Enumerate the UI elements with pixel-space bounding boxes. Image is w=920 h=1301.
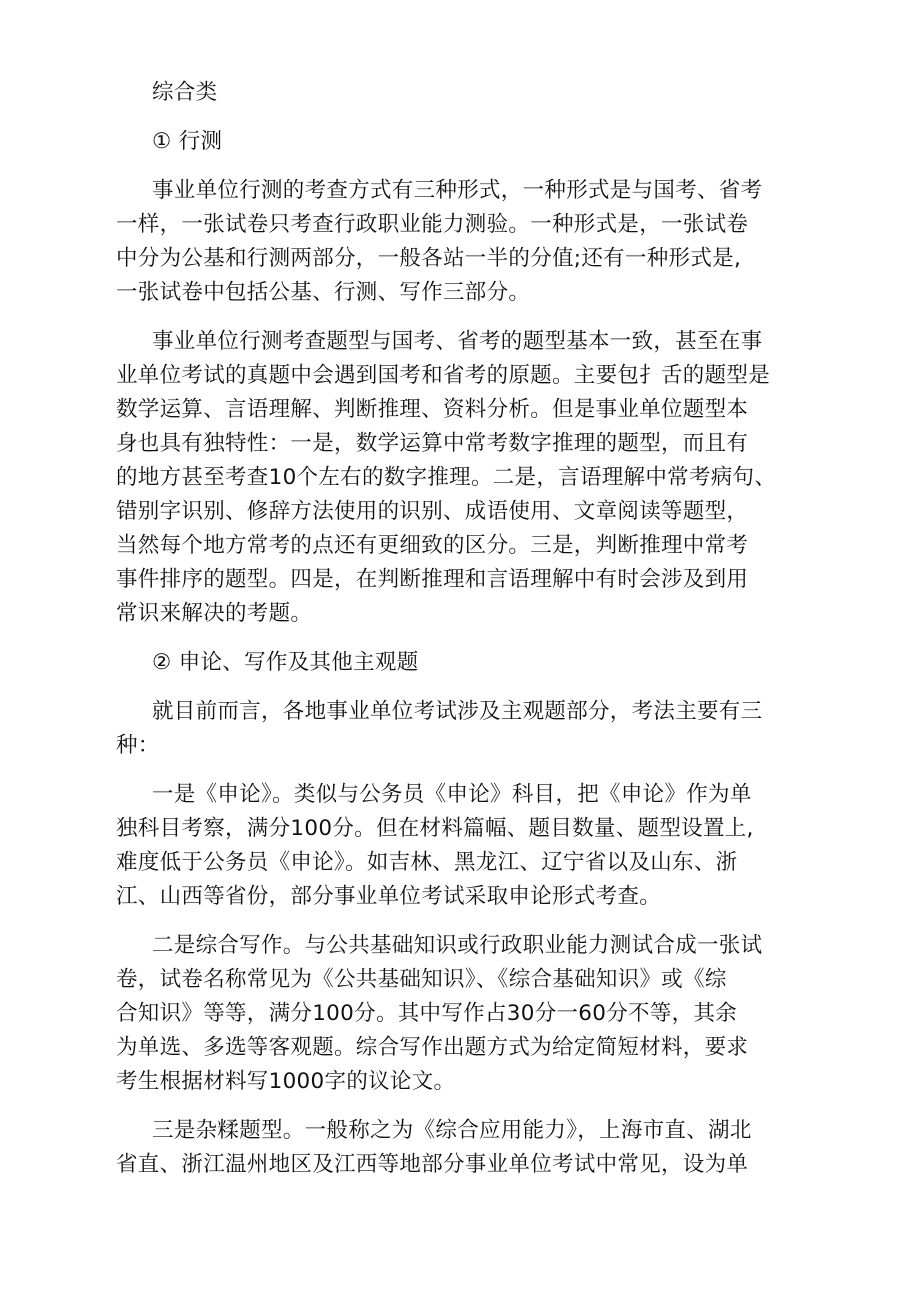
text-line: 合知识》等等，满分100分。其中写作占30分一60分不等，其余: [116, 1001, 738, 1026]
paragraph: [116, 778, 772, 914]
text-line: 一是《申论》。类似与公务员《申论》科目，把《申论》作为单: [152, 782, 752, 807]
text-line: 错别字识别、修辞方法使用的识别、成语使用、文章阅读等题型，: [116, 499, 749, 524]
text-line: 为单选、多选等客观题。综合写作出题方式为给定简短材料，要求: [116, 1035, 749, 1060]
text-line: 就目前而言，各地事业单位考试涉及主观题部分，考法主要有三: [152, 699, 763, 724]
text-line: 当然每个地方常考的点还有更细致的区分。三是，判断推理中常考: [116, 533, 749, 558]
text-line: 事业单位行测的考查方式有三种形式，一种形式是与国考、省考: [152, 178, 763, 203]
text-line: 独科目考察，满分100分。但在材料篇幅、题目数量、题型设置上,: [116, 816, 754, 841]
text-line: 省直、浙江温州地区及江西等地部分事业单位考试中常见，设为单: [116, 1152, 749, 1177]
section-title-shenlun: ② 申论、写作及其他主观题: [152, 650, 419, 675]
text-line: 一样，一张试卷只考查行政职业能力测验。一种形式是，一张试卷: [116, 212, 749, 237]
paragraph: [116, 325, 777, 631]
section-title-xingce: ① 行测: [152, 129, 223, 154]
text-line: 事业单位行测考查题型与国考、省考的题型基本一致，甚至在事: [152, 329, 763, 354]
text-line: 数学运算、言语理解、判断推理、资料分析。但是事业单位题型本: [116, 397, 749, 422]
text-line: 事件排序的题型。四是，在判断推理和言语理解中有时会涉及到用: [116, 567, 749, 592]
paragraph: [116, 929, 772, 1099]
text-line: 中分为公基和行测两部分，一般各站一半的分值;还有一种形式是,: [116, 246, 742, 271]
text-line: 难度低于公务员《申论》。如吉林、黑龙江、辽宁省以及山东、浙: [116, 850, 738, 875]
text-line: 一张试卷中包括公基、行测、写作三部分。: [116, 280, 531, 305]
text-line: 江、山西等省份，部分事业单位考试采取申论形式考查。: [116, 884, 662, 909]
text-line: 常识来解决的考题。: [116, 601, 313, 626]
paragraph: [116, 1114, 772, 1182]
text-line: 卷，试卷名称常见为《公共基础知识》、《综合基础知识》或《综: [116, 967, 727, 992]
text-line: 身也具有独特性：一是，数学运算中常考数字推理的题型，而且有: [116, 431, 749, 456]
text-line: 的地方甚至考查10个左右的数字推理。二是，言语理解中常考病句、: [116, 465, 777, 490]
text-line: 种：: [116, 733, 160, 758]
paragraph: [116, 174, 772, 310]
text-line: 业单位考试的真题中会遇到国考和省考的原题。主要包扌舌的题型是: [116, 363, 771, 388]
text-line: 三是杂糅题型。一般称之为《综合应用能力》，上海市直、湖北: [152, 1118, 752, 1143]
document-heading: 综合类: [152, 80, 218, 105]
text-line: 二是综合写作。与公共基础知识或行政职业能力测试合成一张试: [152, 933, 763, 958]
paragraph: [116, 695, 772, 763]
text-line: 考生根据材料写1000字的议论文。: [116, 1069, 456, 1094]
